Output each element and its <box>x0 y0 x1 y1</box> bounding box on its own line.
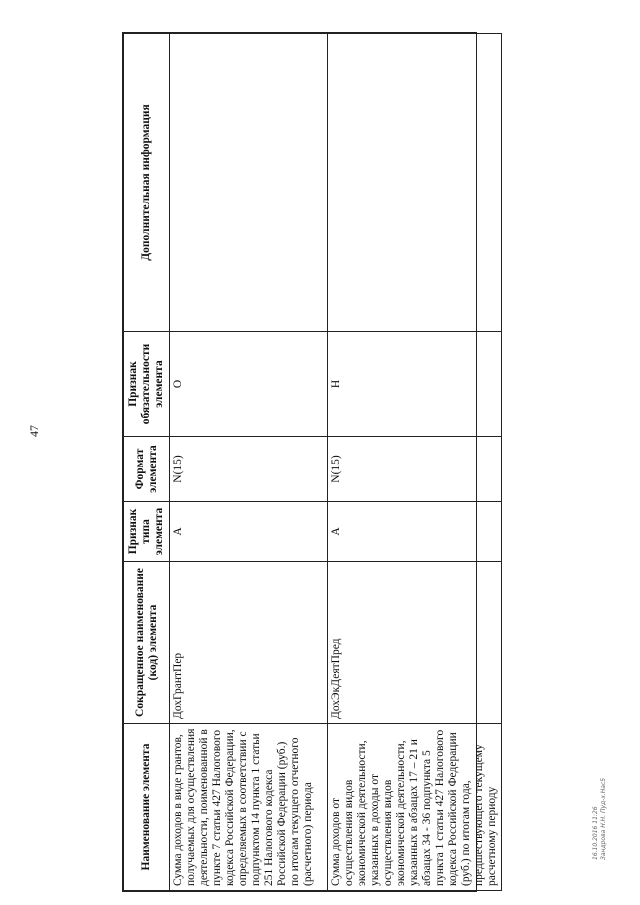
cell-format: N(15) <box>170 437 328 502</box>
header-format: Формат элемента <box>124 437 170 502</box>
document-stamp <box>592 700 632 860</box>
table-container <box>122 32 498 892</box>
page-number: 47 <box>27 425 41 437</box>
header-extra: Дополнительная информация <box>124 34 170 332</box>
header-code: Сокращенное наименование (код) элемента <box>124 562 170 724</box>
header-type: Признак типа элемента <box>124 502 170 562</box>
header-name: Наименование элемента <box>124 724 170 891</box>
cell-required: О <box>170 332 328 437</box>
cell-code: ДохГрантПер <box>170 562 328 724</box>
stamp-text <box>592 700 632 860</box>
cell-extra <box>328 34 502 332</box>
elements-table <box>123 33 502 891</box>
table-row <box>328 34 502 891</box>
stamp-line-2: Зандрова Н.Н. Пуд-х.Нас5 <box>600 777 607 860</box>
table-header-row <box>124 34 170 891</box>
cell-code: ДохЭкДеятПред <box>328 562 502 724</box>
cell-format: N(15) <box>328 437 502 502</box>
cell-required: Н <box>328 332 502 437</box>
stamp-line-1: 16.10.2016 11:26 <box>592 806 599 860</box>
cell-name: Сумма доходов от осуществления видов экономической деятельности, указанных в доходы от осуществления видов экономической деятельности, указанных в абзацах 17 – 21 и абзацах 34 - 36 подпункта 5 пункта 1 статьи 427 Налогового кодекса Российской Федерации (руб.) по итогам года, предшествующего текущему расчетному периоду <box>328 724 502 891</box>
cell-type: А <box>328 502 502 562</box>
cell-extra <box>170 34 328 332</box>
header-required: Признак обязательности элемента <box>124 332 170 437</box>
table-row <box>170 34 328 891</box>
cell-name: Сумма доходов в виде грантов, получаемых для осуществления деятельности, поименованной в пункте 7 статьи 427 Налогового кодекса Российской Федерации, определяемых в соответствии с подпунктом 14 пункта 1 статьи 251 Налогового кодекса Российской Федерации (руб.) по итогам текущего отчетного (расчетного) периода <box>170 724 328 891</box>
cell-type: А <box>170 502 328 562</box>
rotated-table <box>122 32 498 892</box>
